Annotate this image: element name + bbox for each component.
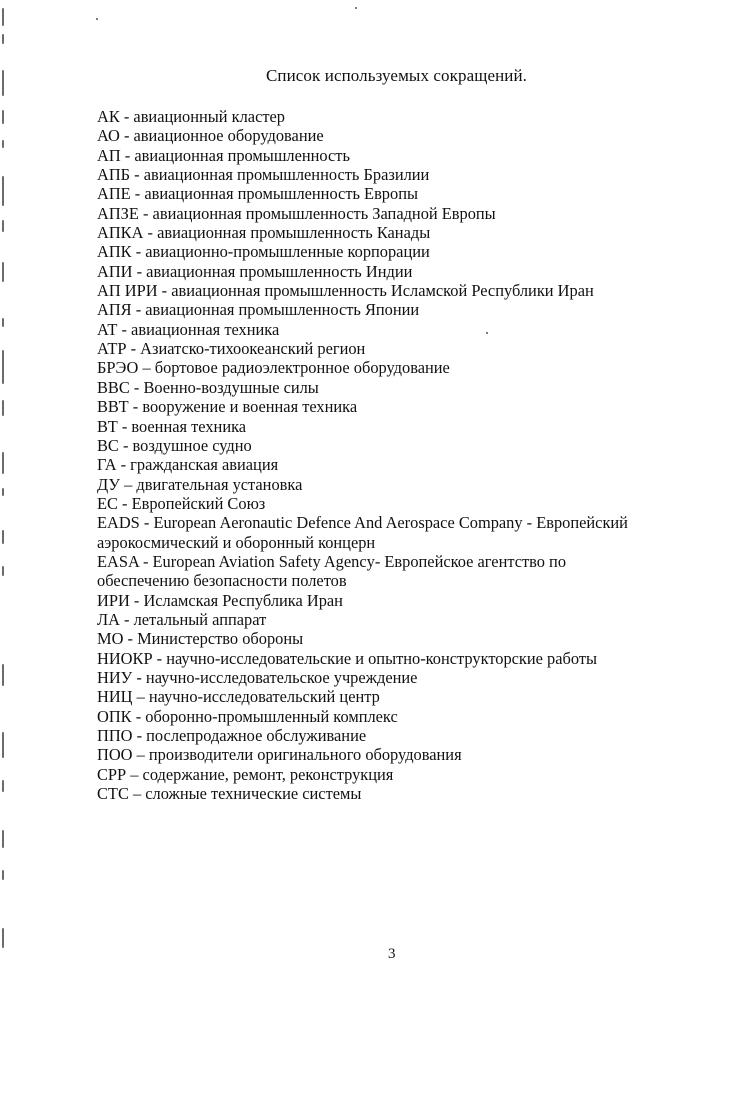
scan-speck [2,780,4,792]
abbreviation-entry: ВВС - Военно-воздушные силы [97,377,319,397]
scan-speck [2,732,4,758]
scan-speck [2,176,4,206]
abbreviation-entry: АТР - Азиатско-тихоокеанский регион [97,339,366,359]
abbreviation-entry: АПИ - авиационная промышленность Индии [97,261,413,281]
abbreviation-entry: БРЭО – бортовое радиоэлектронное оборудование [97,358,450,378]
scan-speck [2,110,4,124]
abbreviation-entry: EASA - European Aviation Safety Agency- Европейское агентство по [97,551,567,571]
scan-speck [2,566,4,576]
abbreviation-entry: ИРИ - Исламская Республика Иран [97,590,343,610]
scan-speck [2,664,4,686]
abbreviation-entry: АПЯ - авиационная промышленность Японии [97,300,420,320]
abbreviation-list [97,107,687,803]
scan-speck [2,530,4,544]
page-title: Список используемых сокращений. [265,66,528,85]
abbreviation-entry: ВТ - военная техника [97,416,247,436]
scan-speck [2,318,4,327]
scan-speck [2,488,4,496]
scan-speck [2,830,4,848]
abbreviation-entry: ЛА - летальный аппарат [97,609,267,629]
abbreviation-entry: ПОО – производители оригинального оборудования [97,745,462,765]
abbreviation-entry: СРР – содержание, ремонт, реконструкция [97,764,394,784]
abbreviation-entry: НИУ - научно-исследовательское учреждение [97,667,418,687]
scan-dot [355,7,357,9]
abbreviation-entry: АП - авиационная промышленность [97,145,350,165]
abbreviation-entry: ДУ – двигательная установка [97,474,303,494]
abbreviation-entry: АПЕ - авиационная промышленность Европы [97,184,418,204]
abbreviation-entry: АП ИРИ - авиационная промышленность Исламской Республики Иран [97,281,594,301]
abbreviation-entry: АПКА - авиационная промышленность Канады [97,223,431,243]
scan-speck [2,452,4,474]
abbreviation-entry: АО - авиационное оборудование [97,126,324,146]
abbreviation-entry: ВВТ - вооружение и военная техника [97,397,358,417]
abbreviation-entry: НИОКР - научно-исследовательские и опытно-конструкторские работы [97,648,598,668]
page-number: 3 [388,946,396,962]
scan-dot [96,18,98,20]
abbreviation-entry: аэрокосмический и оборонный концерн [97,532,376,552]
abbreviation-entry: МО - Министерство обороны [97,629,304,649]
scan-speck [2,928,4,948]
abbreviation-entry: ЕС - Европейский Союз [97,493,266,513]
abbreviation-entry: ВС - воздушное судно [97,435,252,455]
abbreviation-entry: ОПК - оборонно-промышленный комплекс [97,706,398,726]
abbreviation-entry: АПБ - авиационная промышленность Бразилии [97,165,430,185]
abbreviation-entry: EADS - European Aeronautic Defence And Aerospace Company - Европейский [97,513,628,533]
scan-speck [2,34,4,44]
scan-speck [2,400,4,416]
abbreviation-entry: СТС – сложные технические системы [97,784,362,804]
scan-speck [2,350,4,384]
scan-margin-marks [2,0,12,1000]
scan-speck [2,220,4,232]
abbreviation-entry: ГА - гражданская авиация [97,455,279,475]
abbreviation-entry: АК - авиационный кластер [97,107,285,126]
abbreviation-entry: АПК - авиационно-промышленные корпорации [97,242,430,262]
scan-speck [2,262,4,282]
abbreviation-entry: АПЗЕ - авиационная промышленность Западной Европы [97,203,496,223]
scan-speck [2,870,4,880]
scan-speck [2,140,4,148]
abbreviation-entry: ППО - послепродажное обслуживание [97,726,367,745]
abbreviation-entry: обеспечению безопасности полетов [97,571,347,591]
abbreviation-entry: АТ - авиационная техника [97,319,280,339]
abbreviation-entry: НИЦ – научно-исследовательский центр [97,687,380,707]
scan-speck [2,8,4,26]
